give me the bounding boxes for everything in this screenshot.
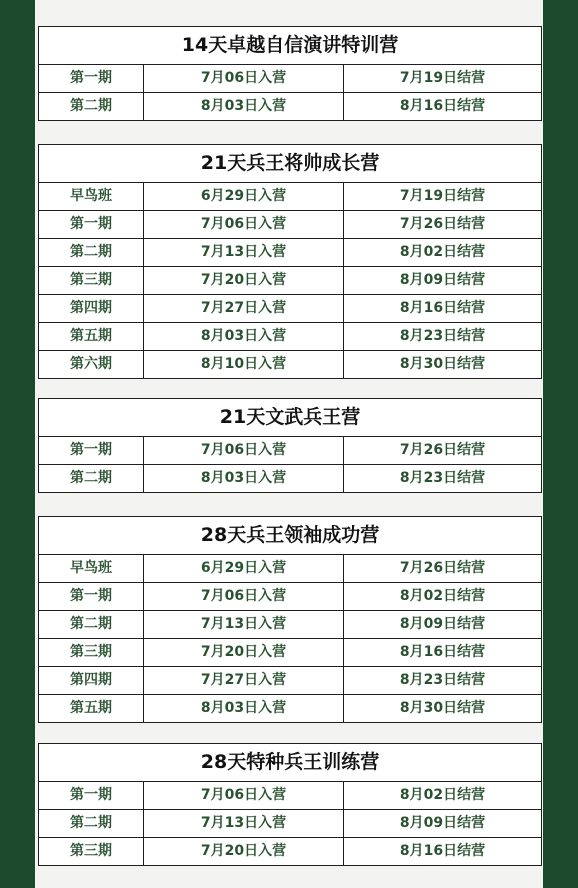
table-row — [39, 183, 541, 210]
table-row — [39, 610, 541, 638]
table-row — [39, 782, 541, 809]
start-date-cell: 8月03日入营 — [144, 323, 344, 350]
end-date-cell: 8月30日结营 — [399, 356, 486, 372]
end-date-cell: 8月02日结营 — [399, 244, 486, 260]
end-date-cell: 8月16日结营 — [399, 300, 486, 316]
period-cell: 第一期 — [39, 782, 144, 809]
end-date-cell: 8月23日结营 — [399, 672, 486, 688]
start-date-cell: 6月29日入营 — [144, 555, 344, 582]
end-date-cell: 8月16日结营 — [399, 843, 486, 859]
camp-table — [38, 743, 542, 866]
period-cell: 第二期 — [39, 239, 144, 266]
start-date-cell: 7月13日入营 — [144, 239, 344, 266]
end-date-cell: 8月02日结营 — [399, 787, 486, 803]
camp-title: 14天卓越自信演讲特训营 — [39, 27, 541, 65]
period-cell: 第四期 — [39, 295, 144, 322]
start-date-cell: 8月10日入营 — [144, 351, 344, 378]
start-date-cell: 7月27日入营 — [144, 667, 344, 694]
table-row — [39, 92, 541, 120]
table-row — [39, 837, 541, 865]
end-date-cell: 8月30日结营 — [399, 700, 486, 716]
camp-title: 28天特种兵王训练营 — [39, 744, 541, 782]
end-date-cell: 7月19日结营 — [399, 188, 486, 204]
start-date-cell: 8月03日入营 — [144, 695, 344, 722]
start-date-cell: 7月13日入营 — [144, 810, 344, 837]
end-date-cell: 7月26日结营 — [399, 442, 486, 458]
period-cell: 早鸟班 — [39, 183, 144, 210]
period-cell: 第五期 — [39, 695, 144, 722]
camp-table — [38, 144, 542, 379]
start-date-cell: 7月27日入营 — [144, 295, 344, 322]
table-row — [39, 238, 541, 266]
end-date-cell: 8月23日结营 — [399, 328, 486, 344]
period-cell: 第三期 — [39, 838, 144, 865]
end-date-cell: 8月09日结营 — [399, 616, 486, 632]
start-date-cell: 7月20日入营 — [144, 267, 344, 294]
table-row — [39, 809, 541, 837]
end-date-cell: 8月09日结营 — [399, 815, 486, 831]
table-row — [39, 694, 541, 722]
period-cell: 第一期 — [39, 583, 144, 610]
table-row — [39, 666, 541, 694]
camp-table — [38, 516, 542, 723]
start-date-cell: 7月20日入营 — [144, 639, 344, 666]
camp-title: 21天兵王将帅成长营 — [39, 145, 541, 183]
period-cell: 第二期 — [39, 810, 144, 837]
table-row — [39, 322, 541, 350]
start-date-cell: 7月20日入营 — [144, 838, 344, 865]
camp-title: 28天兵王领袖成功营 — [39, 517, 541, 555]
period-cell: 第三期 — [39, 267, 144, 294]
table-row — [39, 266, 541, 294]
end-date-cell: 7月19日结营 — [399, 70, 486, 86]
table-row — [39, 350, 541, 378]
end-date-cell: 8月02日结营 — [399, 588, 486, 604]
period-cell: 早鸟班 — [39, 555, 144, 582]
end-date-cell: 8月23日结营 — [399, 470, 486, 486]
start-date-cell: 8月03日入营 — [144, 93, 344, 120]
period-cell: 第一期 — [39, 211, 144, 238]
period-cell: 第二期 — [39, 611, 144, 638]
end-date-cell: 8月16日结营 — [399, 98, 486, 114]
table-row — [39, 464, 541, 492]
period-cell: 第六期 — [39, 351, 144, 378]
period-cell: 第四期 — [39, 667, 144, 694]
start-date-cell: 7月06日入营 — [144, 782, 344, 809]
start-date-cell: 8月03日入营 — [144, 465, 344, 492]
camp-table — [38, 398, 542, 493]
table-row — [39, 555, 541, 582]
end-date-cell: 7月26日结营 — [399, 560, 486, 576]
end-date-cell: 8月09日结营 — [399, 272, 486, 288]
table-row — [39, 638, 541, 666]
table-row — [39, 210, 541, 238]
camp-title: 21天文武兵王营 — [39, 399, 541, 437]
table-row — [39, 437, 541, 464]
table-row — [39, 294, 541, 322]
start-date-cell: 7月06日入营 — [144, 437, 344, 464]
period-cell: 第二期 — [39, 465, 144, 492]
period-cell: 第一期 — [39, 65, 144, 92]
start-date-cell: 7月06日入营 — [144, 583, 344, 610]
table-row — [39, 582, 541, 610]
period-cell: 第三期 — [39, 639, 144, 666]
end-date-cell: 8月16日结营 — [399, 644, 486, 660]
period-cell: 第一期 — [39, 437, 144, 464]
period-cell: 第五期 — [39, 323, 144, 350]
start-date-cell: 7月06日入营 — [144, 211, 344, 238]
table-row — [39, 65, 541, 92]
start-date-cell: 6月29日入营 — [144, 183, 344, 210]
start-date-cell: 7月13日入营 — [144, 611, 344, 638]
start-date-cell: 7月06日入营 — [144, 65, 344, 92]
end-date-cell: 7月26日结营 — [399, 216, 486, 232]
camp-table — [38, 26, 542, 121]
period-cell: 第二期 — [39, 93, 144, 120]
